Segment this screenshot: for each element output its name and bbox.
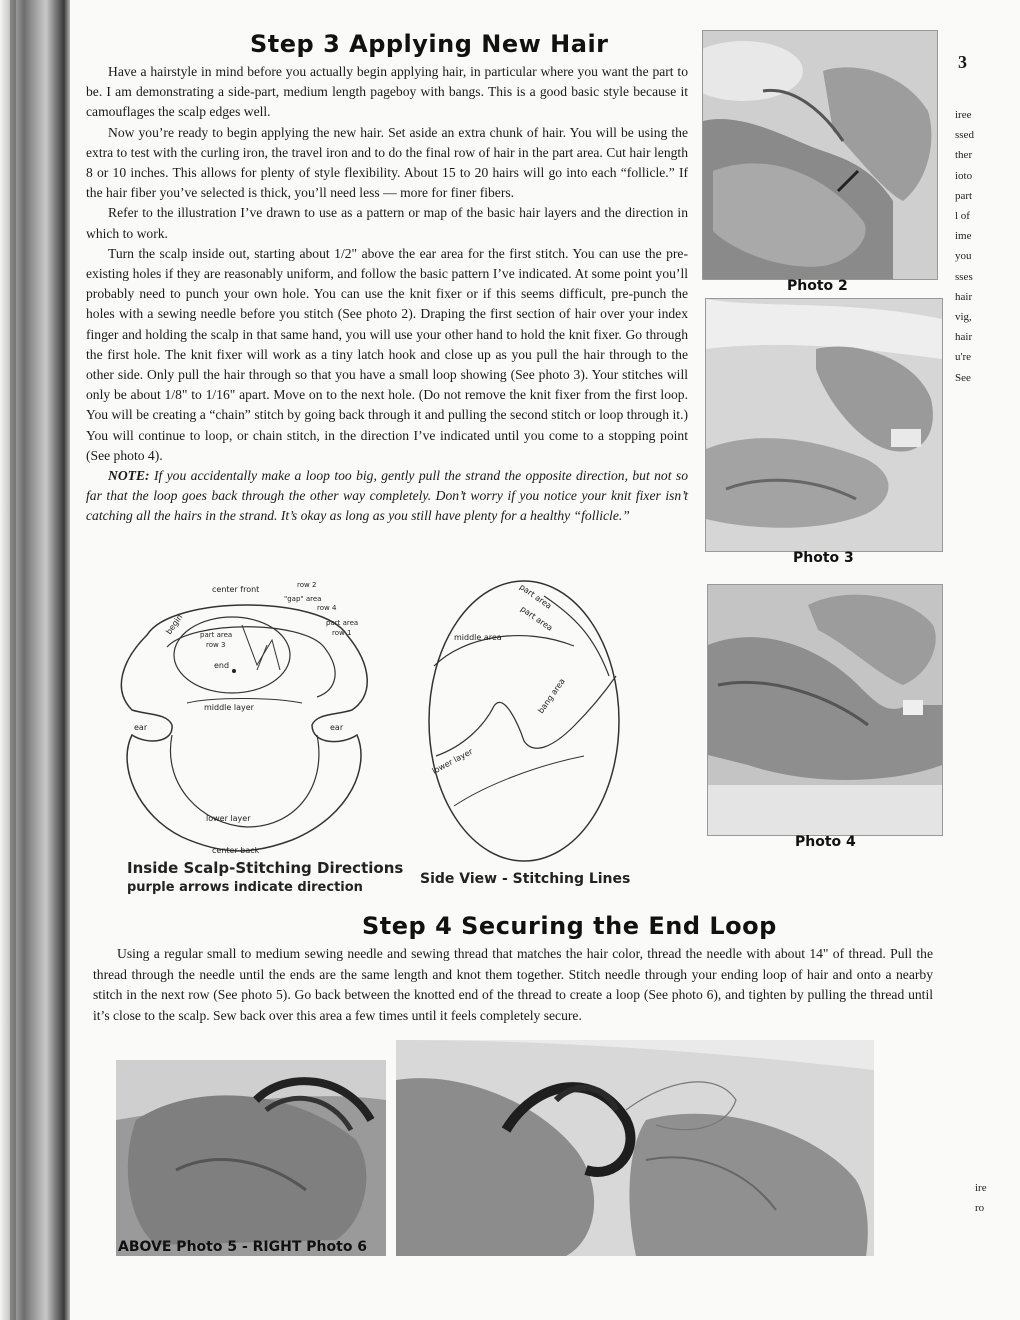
label-part-area-3: part area	[200, 631, 233, 639]
step3-body	[86, 62, 688, 527]
photo-2-caption: Photo 2	[787, 278, 848, 294]
note-text: If you accidentally make a loop too big, gently pull the strand the opposite direction, but not so far that the loop goes back through the other way completely. Don’t worry if you notice your knit fixer isn’t catching all the hairs in the strand. It’s okay as long as you still have plenty for a healthy “follicle.”	[86, 468, 688, 524]
photo-6-thread-loop	[396, 1040, 874, 1256]
right-page-bottom-fragments	[975, 1178, 987, 1218]
step3-note	[86, 466, 688, 527]
fragment: See	[955, 371, 971, 384]
fragment: ro	[975, 1202, 985, 1214]
fragment: iree	[955, 109, 972, 121]
caption-above: ABOVE	[118, 1239, 172, 1255]
side-label-part-area-a: part area	[517, 582, 554, 611]
fragment: you	[955, 250, 972, 263]
fragment: ire	[975, 1182, 987, 1194]
step3-title: Step 3 Applying New Hair	[250, 30, 609, 58]
fragment: ioto	[955, 169, 973, 182]
right-page-fragments	[955, 105, 995, 388]
label-gap-area: "gap" area	[284, 595, 322, 603]
side-label-middle-area: middle area	[454, 633, 502, 642]
diagram-inside-caption: Inside Scalp-Stitching Directions	[127, 859, 404, 877]
label-row2: row 2	[297, 581, 317, 589]
label-end: end	[214, 661, 230, 670]
photo-3-hands-knit-fixer	[705, 298, 943, 552]
side-label-lower-layer: lower layer	[430, 746, 475, 776]
step3-paragraph: Now you’re ready to begin applying the new hair. Set aside an extra chunk of hair. You will be using the extra to test with the curling iron, the travel iron and to do the final row of hair in the part area. Cut hair length 8 or 10 inches. This allows for plenty of style flexibility. About 15 to 20 hairs will go into each “follicle.” If the hair fiber you’ve selected is thick, you’ll need less — more for finer fibers.	[86, 124, 688, 201]
step4-body	[93, 944, 933, 1026]
label-row4: row 4	[317, 604, 337, 612]
label-middle-layer: middle layer	[204, 703, 254, 712]
fragment: ssed	[955, 129, 974, 142]
label-center-front: center front	[212, 585, 260, 594]
fragment: hair	[955, 290, 973, 303]
step3-paragraph: Turn the scalp inside out, starting about 1/2" above the ear area for the first stitch. You can use the pre-existing holes if they are reasonably uniform, and follow the basic pattern I’ve indicated. At some point you’ll probably need to punch your own hole. You can use the knit fixer or if this seems difficult, pre-punch the holes with a sewing needle before you stitch (See photo 2). Draping the first section of hair over your index finger and holding the scalp in that same hand, you will use your other hand to hold the knit fixer. Go through the first hole. The knit fixer will work as a tiny latch hook and close up as you pull the hair through to the other side. Only pull the hair through so that you have a small loop showing (See photo 3). Your stitches will only be about 1/8" to 1/16" apart. Move on to the next hole. (Do not remove the knit fixer from the first loop. You will be creating a “chain” stitch by going back through it and pulling the second stitch or loop through it.) You will continue to loop, or chain stitch, in the direction I’ve indicated until you come to a stopping point (See photo 4).	[86, 245, 688, 463]
note-label: NOTE:	[108, 468, 150, 484]
caption-photo5: Photo 5 -	[171, 1239, 253, 1255]
label-ear-right: ear	[330, 723, 344, 732]
label-ear-left: ear	[134, 723, 148, 732]
label-center-back: center back	[212, 846, 260, 855]
label-row1: row 1	[332, 629, 352, 637]
fragment: u're	[955, 351, 972, 364]
photo-4-caption: Photo 4	[795, 834, 856, 850]
step4-title: Step 4 Securing the End Loop	[362, 912, 777, 940]
fragment: ther	[955, 149, 973, 162]
fragment: sses	[955, 270, 973, 283]
fragment: ime	[955, 230, 972, 243]
caption-right: RIGHT	[252, 1239, 302, 1255]
fragment: l of	[955, 210, 970, 223]
label-begin: begin	[164, 612, 185, 637]
label-part-area-1: part area	[326, 619, 359, 627]
right-page-fragment-number: 3	[958, 52, 967, 72]
step4-paragraph: Using a regular small to medium sewing needle and sewing thread that matches the hair color, thread the needle with about 14" of thread. Pull the thread through the needle until the ends are the same length and knot them together. Stitch needle through your ending loop of hair and onto a nearby stitch in the next row (See photo 5). Go back between the knotted end of the thread to create a loop (See photo 6), and tighten by pulling the thread until it’s close to the scalp. Sew back over this area a few times until it feels completely secure.	[93, 946, 933, 1023]
fragment: part	[955, 189, 973, 202]
photo-2-hands-punching-holes	[702, 30, 938, 280]
diagram-side-caption: Side View - Stitching Lines	[420, 871, 631, 887]
photo-3-caption: Photo 3	[793, 550, 854, 566]
caption-photo6: Photo 6	[301, 1239, 368, 1255]
diagram-inside-scalp	[112, 575, 380, 865]
photo-5-needle-stitch	[116, 1060, 386, 1256]
fragment: vig,	[955, 311, 972, 324]
photo-5-6-caption	[118, 1239, 367, 1255]
label-lower-layer: lower layer	[206, 814, 251, 823]
binding-edge	[10, 0, 16, 1320]
fragment: hair	[955, 331, 973, 344]
photo-4-chain-stitch	[707, 584, 943, 836]
side-label-part-area-b: part area	[518, 604, 555, 633]
side-label-bang-area: bang area	[536, 676, 567, 716]
step3-paragraph: Refer to the illustration I’ve drawn to use as a pattern or map of the basic hair layers and the direction in which to work.	[86, 205, 688, 241]
step3-paragraph: Have a hairstyle in mind before you actually begin applying hair, in particular where you want the part to be. I am demonstrating a side-part, medium length pageboy with bangs. This is a good basic style because it camouflages the scalp edges well.	[86, 64, 688, 120]
diagram-inside-subcaption: purple arrows indicate direction	[127, 880, 363, 895]
label-row3: row 3	[206, 641, 226, 649]
diagram-side-view	[424, 576, 624, 866]
